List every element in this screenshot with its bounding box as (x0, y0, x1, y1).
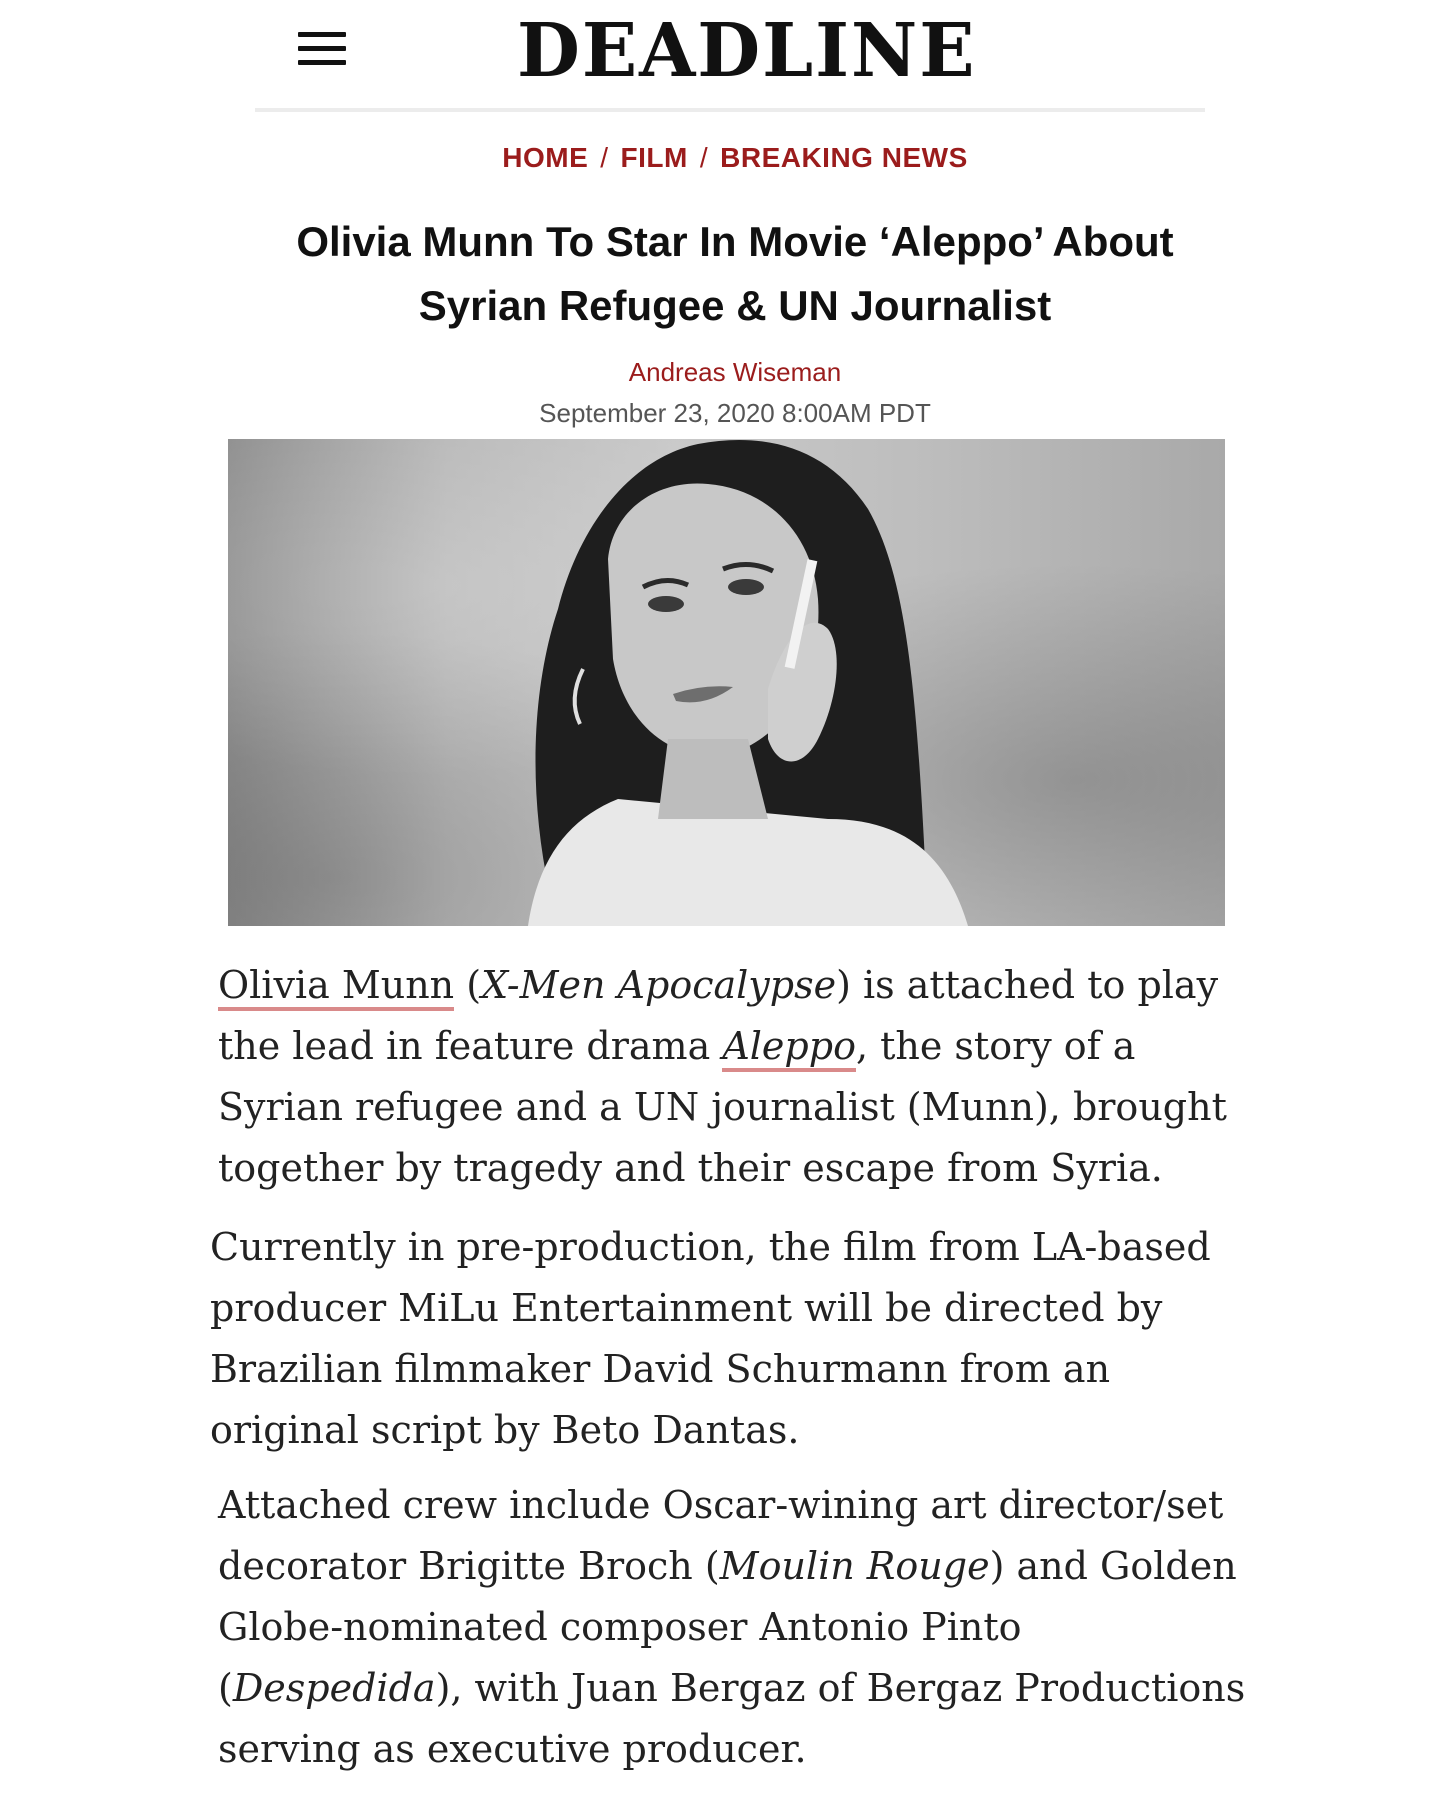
hamburger-menu-icon[interactable] (298, 28, 346, 68)
article-headline: Olivia Munn To Star In Movie ‘Aleppo’ About Syrian Refugee & UN Journalist (296, 218, 1174, 329)
breadcrumb-separator: / (699, 142, 709, 173)
publish-date: September 23, 2020 8:00AM PDT (539, 398, 931, 428)
menu-bar (298, 46, 346, 51)
breadcrumb-breaking-news[interactable]: BREAKING NEWS (720, 142, 968, 173)
article-paragraph: Currently in pre-production, the film from LA-based producer MiLu Entertainment will be directed by Brazilian filmmaker David Schurmann from an original script by Beto Dantas. (210, 1225, 1211, 1452)
portrait-illustration (228, 439, 1225, 926)
breadcrumb (0, 142, 1440, 174)
menu-bar (298, 60, 346, 65)
paragraph-text: ) is attached to play the lead in feature drama (218, 963, 1219, 1068)
breadcrumb-film[interactable]: FILM (620, 142, 688, 173)
article-paragraph (218, 955, 1250, 1199)
author-link[interactable]: Andreas Wiseman (628, 357, 842, 387)
site-header (255, 0, 1205, 112)
paragraph-text: , the story of a Syrian refugee and a UN journalist (Munn), brought together by tragedy and their escape from Syria. (218, 1024, 1227, 1190)
film-title: X-Men Apocalypse (481, 963, 837, 1007)
site-logo[interactable]: DEADLINE (517, 8, 977, 94)
film-title: Moulin Rouge (719, 1544, 990, 1588)
paragraph-text: Attached crew include Oscar-wining art director/set decorator Brigitte Broch ( (218, 1483, 1224, 1588)
left-eye (648, 596, 684, 612)
film-title: Aleppo (722, 1024, 856, 1068)
link-aleppo[interactable] (722, 1024, 856, 1072)
article-hero-photo (228, 439, 1225, 926)
breadcrumb-separator: / (600, 142, 609, 173)
article-paragraph (218, 1475, 1258, 1780)
paragraph-text: ) and Golden Globe-nominated composer Antonio Pinto ( (218, 1544, 1237, 1710)
film-title: Despedida (232, 1666, 436, 1710)
paragraph-text: ( (454, 963, 482, 1007)
paragraph-text: ), with Juan Bergaz of Bergaz Productions serving as executive producer. (218, 1666, 1246, 1771)
link-olivia-munn[interactable]: Olivia Munn (218, 963, 454, 1011)
right-eye (728, 579, 764, 595)
breadcrumb-home[interactable]: HOME (502, 142, 589, 173)
menu-bar (298, 32, 346, 37)
